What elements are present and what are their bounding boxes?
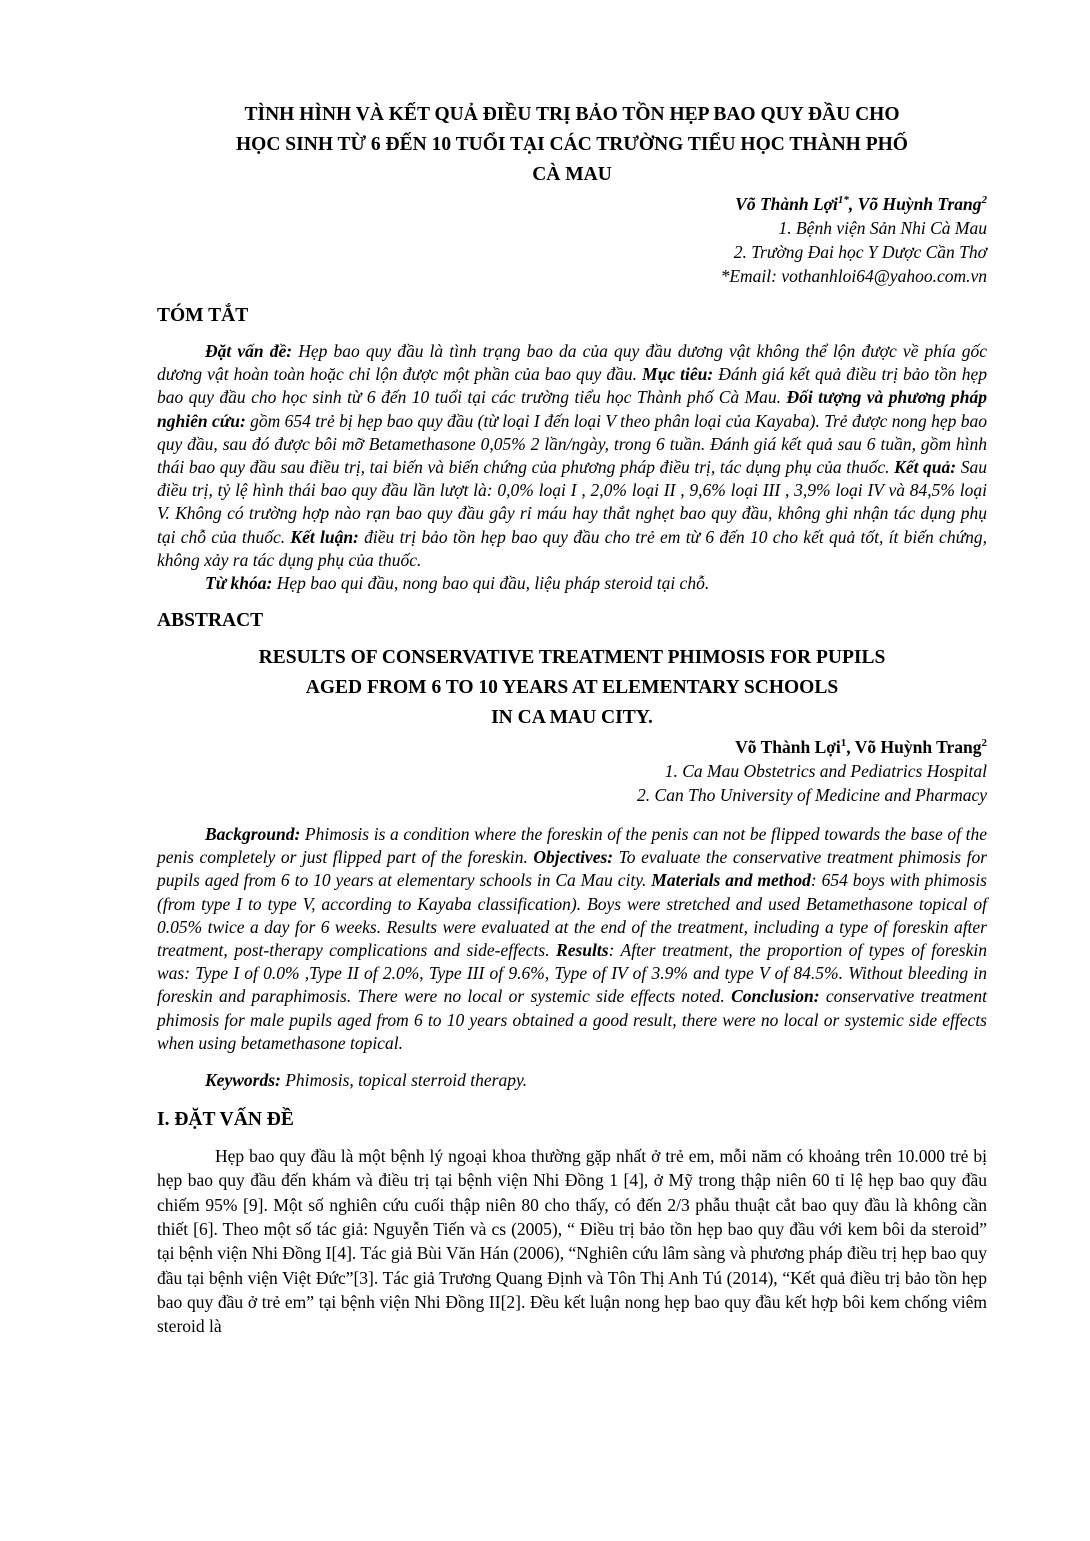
- paper-page: [157, 100, 987, 1338]
- author-sup: 2: [981, 737, 987, 750]
- author-sep: ,: [848, 194, 858, 214]
- en-authors: [157, 735, 987, 759]
- vn-title-line: TÌNH HÌNH VÀ KẾT QUẢ ĐIỀU TRỊ BẢO TỒN HẸP BAO QUY ĐẦU CHO: [244, 104, 900, 125]
- vn-title-line: HỌC SINH TỪ 6 ĐẾN 10 TUỔI TẠI CÁC TRƯỜNG TIỂU HỌC THÀNH PHỐ: [236, 134, 908, 155]
- vn-email: *Email: vothanhloi64@yahoo.com.vn: [720, 266, 987, 286]
- abstract-text: conservative treatment phimosis for male pupils aged from 6 to 10 years obtained a good result, there were no local or systemic side effects when using betamethasone topical.: [157, 986, 987, 1053]
- summary-text: Hẹp bao quy đầu là tình trạng bao da của quy đầu dương vật không thể lộn được về phía gốc dương vật hoàn toàn hoặc chỉ lộn được một phần của bao quy đầu.: [157, 341, 987, 385]
- en-title: [157, 643, 987, 733]
- abstract-label: Conclusion:: [731, 986, 820, 1007]
- vn-keywords: [157, 572, 987, 595]
- abstract-label: Materials and method: [651, 870, 811, 891]
- en-title-line: RESULTS OF CONSERVATIVE TREATMENT PHIMOSIS FOR PUPILS: [258, 647, 886, 669]
- en-affiliation: 1. Ca Mau Obstetrics and Pediatrics Hospital: [664, 761, 987, 782]
- author-sup: 2: [981, 194, 987, 207]
- vn-title-line: CÀ MAU: [532, 164, 612, 185]
- summary-text: gồm 654 trẻ bị hẹp bao quy đầu (từ loại I đến loại V theo phân loại của Kayaba). Trẻ được nong hẹp bao quy đầu, sau đó được bôi mỡ Betamethasone 0,05% 2 lần/ngày, trong 6 tuần. Đánh giá kết quả sau 6 tuần, gồm hình thái bao quy đầu sau điều trị, tai biến và biến chứng của phương pháp điều trị, tác dụng phụ của thuốc.: [157, 410, 988, 478]
- author-sep: ,: [846, 737, 855, 758]
- summary-label: Kết quả:: [894, 457, 957, 478]
- abstract-text: : After treatment, the proportion of types of foreskin was: Type I of 0.0% ,Type II of 2.0%, Type III of 9.6%, Type of IV of 3.9% and type V of 84.5%. Without bleeding in foreskin and paraphimosis. There were no local or systemic side effects noted.: [157, 940, 987, 1007]
- keywords-text: Phimosis, topical sterroid therapy.: [280, 1070, 528, 1091]
- author-sup: 1*: [837, 194, 849, 207]
- abstract-label: Objectives:: [533, 847, 614, 868]
- vn-summary: [157, 340, 987, 572]
- summary-text: Đánh giá kết quả điều trị bảo tồn hẹp bao quy đầu cho học sinh từ 6 đến 10 tuổi tại các trường tiểu học Thành phố Cà Mau.: [157, 364, 987, 408]
- author-name: Võ Thành Lợi: [735, 194, 838, 214]
- keywords-label: Từ khóa:: [205, 573, 273, 594]
- vn-title: [157, 100, 987, 190]
- summary-label: Đặt vấn đề:: [205, 341, 293, 361]
- en-title-line: IN CA MAU CITY.: [491, 707, 653, 729]
- en-keywords: [157, 1069, 987, 1092]
- abstract-text: Phimosis is a condition where the foreskin of the penis can not be flipped towards the base of the penis completely or just flipped part of the foreskin.: [157, 824, 987, 868]
- abstract-heading: ABSTRACT: [157, 610, 264, 632]
- author-sup: 1: [840, 737, 847, 750]
- vn-author-block: [157, 192, 987, 288]
- en-author-block: [157, 735, 987, 807]
- author-name: Võ Huỳnh Trang: [854, 737, 982, 758]
- vn-affiliation: 2. Trường Đai học Y Dược Cần Thơ: [733, 242, 987, 262]
- vn-affiliation: 1. Bệnh viện Sản Nhi Cà Mau: [778, 218, 987, 238]
- summary-label: Đối tượng và phương pháp nghiên cứu:: [157, 387, 987, 431]
- summary-heading: TÓM TẮT: [157, 305, 249, 326]
- author-name: Võ Huỳnh Trang: [857, 194, 982, 214]
- keywords-text: Hẹp bao qui đầu, nong bao qui đầu, liệu pháp steroid tại chỗ.: [272, 573, 710, 594]
- abstract-label: Background:: [205, 824, 301, 845]
- abstract-text: : 654 boys with phimosis (from type I to type V, according to Kayaba classification). Boys were stretched and used Betamethasone topical of 0.05% twice a day for 6 weeks. Results were evaluated at the end of the treatment, including a type of foreskin after treatment, post-therapy complications and side-effects.: [157, 870, 987, 961]
- summary-label: Kết luận:: [290, 526, 359, 547]
- en-title-line: AGED FROM 6 TO 10 YEARS AT ELEMENTARY SCHOOLS: [305, 677, 839, 699]
- abstract-label: Results: [556, 940, 609, 961]
- abstract-text: To evaluate the conservative treatment phimosis for pupils aged from 6 to 10 years at elementary schools in Ca Mau city.: [157, 847, 988, 891]
- summary-text: Sau điều trị, tỷ lệ hình thái bao quy đầu lần lượt là: 0,0% loại I , 2,0% loại II , 9,6% loại III , 3,9% loại IV và 84,5% loại V. Không có trường hợp nào rạn bao quy đầu gây rỉ máu hay thắt nghẹt bao quy đầu, không ghi nhận tác dụng phụ tại chỗ của thuốc.: [157, 457, 987, 547]
- section-heading: I. ĐẶT VẤN ĐỀ: [157, 1109, 294, 1131]
- author-name: Võ Thành Lợi: [735, 737, 841, 758]
- section-paragraph: Hẹp bao quy đầu là một bệnh lý ngoại khoa thường gặp nhất ở trẻ em, mỗi năm có khoảng trên 10.000 trẻ bị hẹp bao quy đầu đến khám và điều trị tại bệnh viện Nhi Đồng 1 [4], ở Mỹ trong thập niên 60 tỉ lệ hẹp bao quy đầu chiếm 95% [9]. Một số nghiên cứu cuối thập niên 80 cho thấy, có đến 2/3 phẫu thuật cắt bao quy đầu là không cần thiết [6]. Theo một số tác giả: Nguyễn Tiến và cs (2005), “ Điều trị bảo tồn hẹp bao quy đầu với kem bôi da steroid” tại bệnh viện Nhi Đồng I[4]. Tác giả Bùi Văn Hán (2006), “Nghiên cứu lâm sàng và phương pháp điều trị hẹp bao quy đầu tại bệnh viện Việt Đức”[3]. Tác giả Trương Quang Định và Tôn Thị Anh Tú (2014), “Kết quả điều trị bảo tồn hẹp bao quy đầu ở trẻ em” tại bệnh viện Nhi Đồng II[2]. Đều kết luận nong hẹp bao quy đầu kết hợp bôi kem chống viêm steroid là: [157, 1146, 987, 1337]
- summary-text: điều trị bảo tồn hẹp bao quy đầu cho trẻ em từ 6 đến 10 cho kết quả tốt, ít biến chứng, không xảy ra tác dụng phụ của thuốc.: [157, 526, 987, 570]
- en-affiliation: 2. Can Tho University of Medicine and Pharmacy: [637, 785, 987, 806]
- vn-authors: [157, 192, 987, 216]
- keywords-label: Keywords:: [205, 1070, 281, 1091]
- en-abstract: [157, 823, 987, 1055]
- summary-label: Mục tiêu:: [642, 364, 714, 385]
